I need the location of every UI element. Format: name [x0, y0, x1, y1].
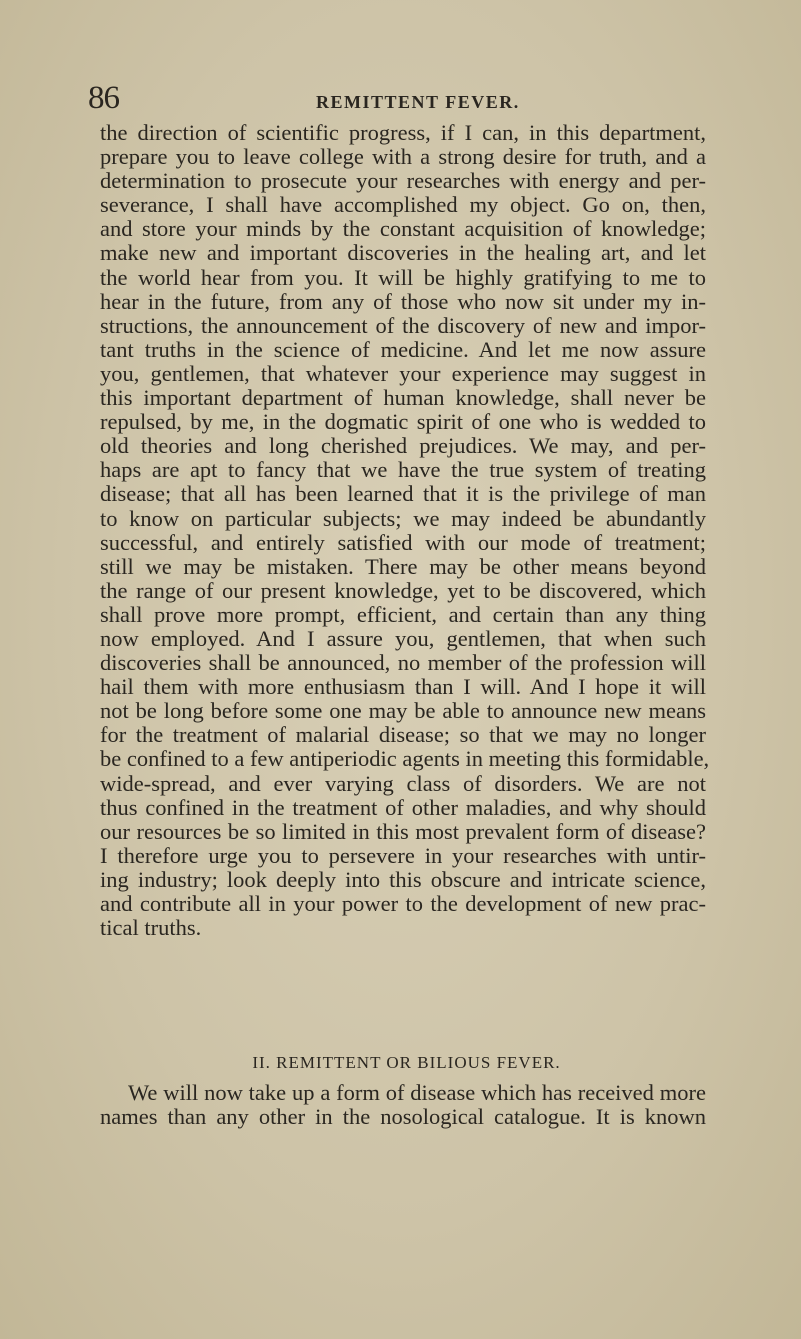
text-line: now employed. And I assure you, gentlemen, that when such: [100, 625, 706, 651]
section-text: [100, 1081, 706, 1129]
text-line: this important department of human knowledge, shall never be: [100, 385, 706, 411]
text-line: you, gentlemen, that whatever your experience may suggest in: [100, 360, 706, 386]
text-line: disease; that all has been learned that it is the privilege of man: [100, 481, 706, 507]
text-line: severance, I shall have accomplished my object. Go on, then,: [100, 192, 706, 218]
text-line: We will now take up a form of disease which has received more: [128, 1080, 706, 1105]
text-line: names than any other in the nosological catalogue. It is known: [100, 1104, 706, 1130]
text-line: and contribute all in your power to the development of new prac-: [100, 891, 706, 916]
text-line: haps are apt to fancy that we have the true system of treating: [100, 457, 706, 483]
text-line: prepare you to leave college with a strong desire for truth, and a: [100, 144, 706, 170]
page-number: 86: [88, 80, 119, 116]
text-line: old theories and long cherished prejudices. We may, and per-: [100, 433, 706, 459]
text-line: repulsed, by me, in the dogmatic spirit of one who is wedded to: [100, 409, 706, 435]
page-header: [0, 80, 801, 120]
text-line: the direction of scientific progress, if I can, in this department,: [100, 120, 706, 145]
text-line: hail them with more enthusiasm than I will. And I hope it will: [100, 674, 706, 700]
text-line: for the treatment of malarial disease; so that we may no longer: [100, 722, 706, 748]
text-line: successful, and entirely satisfied with our mode of treatment;: [100, 529, 706, 555]
text-line: hear in the future, from any of those who now sit under my in-: [100, 288, 706, 314]
text-line: wide-spread, and ever varying class of disorders. We are not: [100, 770, 706, 796]
text-line: still we may be mistaken. There may be other means beyond: [100, 553, 706, 579]
body-text: [100, 120, 710, 941]
text-line: thus confined in the treatment of other maladies, and why should: [100, 794, 706, 820]
text-line: not be long before some one may be able to announce new means: [100, 698, 706, 724]
text-line: make new and important discoveries in the healing art, and let: [100, 240, 706, 266]
text-line: the range of our present knowledge, yet to be discovered, which: [100, 577, 706, 603]
text-line: our resources be so limited in this most prevalent form of disease?: [100, 818, 706, 844]
text-line: ing industry; look deeply into this obscure and intricate science,: [100, 866, 706, 892]
text-line: and store your minds by the constant acquisition of knowledge;: [100, 216, 706, 242]
text-line: I therefore urge you to persevere in your researches with untir-: [100, 842, 706, 868]
text-line: tical truths.: [100, 915, 202, 941]
text-line: shall prove more prompt, efficient, and certain than any thing: [100, 601, 706, 627]
text-line: structions, the announcement of the discovery of new and impor-: [100, 312, 706, 338]
text-line: to know on particular subjects; we may indeed be abundantly: [100, 505, 706, 531]
text-line: discoveries shall be announced, no member of the profession will: [100, 650, 706, 676]
text-line: be confined to a few antiperiodic agents in meeting this formidable,: [100, 746, 710, 772]
running-head: REMITTENT FEVER.: [316, 92, 520, 112]
text-line: determination to prosecute your researches with energy and per-: [100, 168, 706, 194]
text-line: the world hear from you. It will be highly gratifying to me to: [100, 264, 706, 290]
section-heading: II. REMITTENT OR BILIOUS FEVER.: [252, 1053, 561, 1072]
text-line: tant truths in the science of medicine. And let me now assure: [100, 336, 706, 362]
